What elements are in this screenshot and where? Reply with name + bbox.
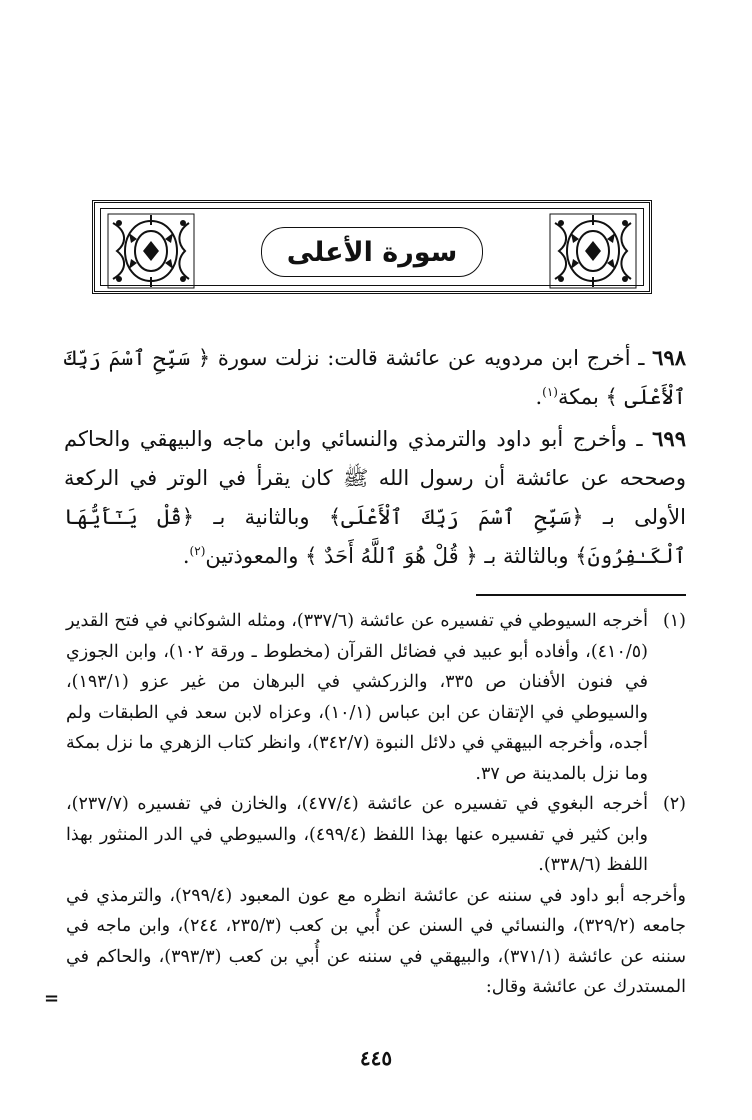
footnote-1 bbox=[66, 606, 686, 789]
narration-number: ٦٩٨ bbox=[652, 345, 686, 370]
quran-verse: ﴿قُلْ يَـٰٓأَيُّهَا ٱلْكَـٰفِرُونَ﴾ bbox=[64, 505, 686, 568]
footnotes bbox=[66, 606, 686, 1003]
narration-699 bbox=[64, 419, 686, 576]
narration-698 bbox=[64, 338, 686, 417]
page-number: ٤٤٥ bbox=[359, 1046, 393, 1070]
narrations-body bbox=[64, 338, 686, 576]
continuation-mark: = bbox=[44, 988, 60, 1009]
narration-text: ـ أخرج ابن مردويه عن عائشة قالت: نزلت سورة bbox=[217, 346, 645, 370]
footnote-2-continuation: وأخرجه أبو داود في سننه عن عائشة انظره مع عون المعبود (٢٩٩/٤)، والترمذي في جامعه (٣٢٩/٢)، والنسائي في السنن عن أُبي بن كعب (٢٣٥/٣، ٢٤٤)، وابن ماجه في سننه عن عائشة (٣٧١/١)، والبيهقي في سننه عن أُبي بن كعب (٣٩٣/٣)، والحاكم في المستدرك عن عائشة وقال: bbox=[66, 885, 686, 997]
banner-inner-frame bbox=[100, 208, 644, 286]
quran-verse: ﴿سَبِّحِ ٱسْمَ رَبِّكَ ٱلْأَعْلَى﴾ bbox=[328, 505, 584, 529]
footnote-label: (٢) bbox=[662, 794, 686, 814]
narration-text: بمكة bbox=[557, 385, 599, 409]
quran-verse: ﴿ سَبِّحِ ٱسْمَ رَبِّكَ ٱلْأَعْلَى ﴾ bbox=[64, 346, 686, 409]
footnote-2 bbox=[66, 789, 686, 881]
footnote-separator bbox=[476, 594, 686, 596]
sentence-end: . bbox=[182, 544, 190, 568]
sentence-end: . bbox=[535, 385, 543, 409]
narration-text: ـ وأخرج أبو داود والترمذي والنسائي وابن ماجه والبيهقي والحاكم وصححه عن عائشة أن رسول الله ﷺ كان يقرأ في الوتر في الركعة الأولى بـ bbox=[64, 427, 686, 529]
surah-title-cartouche bbox=[261, 227, 483, 277]
arabesque-ornament-right-icon bbox=[549, 213, 637, 289]
surah-header-banner bbox=[92, 200, 652, 294]
footnote-text: أخرجه السيوطي في تفسيره عن عائشة (٣٣٧/٦)، ومثله الشوكاني في فتح القدير (٤١٠/٥)، وأفاده أبو عبيد في فضائل القرآن (مخطوط ـ ورقة ١٠٢)، وابن الجوزي في فنون الأفنان ص ٣٣٥، والزركشي في البرهان من غير عزو (١٩٣/١)، والسيوطي في الإتقان عن ابن عباس (١٠/١)، وعزاه لابن سعد في الطبقات ولم أجده، وأخرجه البيهقي في دلائل النبوة (٣٤٢/٧)، وانظر كتاب الزهري ما نزل بمكة وما نزل بالمدينة ص ٣٧. bbox=[66, 611, 648, 784]
surah-title: سورة الأعلى bbox=[286, 236, 458, 268]
footnote-ref[interactable]: (٢) bbox=[189, 544, 206, 558]
footnote-ref[interactable]: (١) bbox=[542, 385, 558, 399]
narration-number: ٦٩٩ bbox=[652, 426, 686, 451]
footnote-label: (١) bbox=[662, 611, 686, 631]
quran-verse: ﴿ قُلْ هُوَ ٱللَّهُ أَحَدٌ ﴾ bbox=[305, 544, 478, 568]
arabesque-ornament-left-icon bbox=[107, 213, 195, 289]
narration-text: وبالثالثة بـ bbox=[484, 544, 569, 568]
narration-text: وبالثانية بـ bbox=[213, 505, 310, 529]
footnote-text: أخرجه البغوي في تفسيره عن عائشة (٤٧٧/٤)، والخازن في تفسيره (٢٣٧/٧)، وابن كثير في تفسيره عنها بهذا اللفظ (٤٩٩/٤)، والسيوطي في الدر المنثور بهذا اللفظ (٣٣٨/٦). bbox=[66, 794, 648, 875]
narration-text: والمعوذتين bbox=[205, 544, 299, 568]
